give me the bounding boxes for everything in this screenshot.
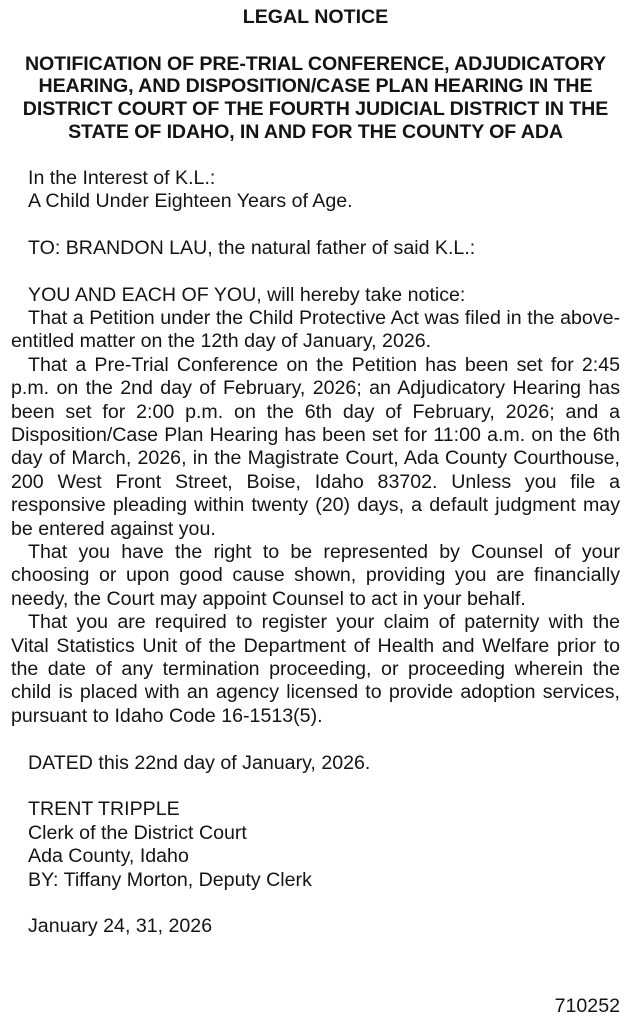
notice-label: LEGAL NOTICE	[242, 6, 389, 28]
notice-intro: YOU AND EACH OF YOU, will hereby take notice:	[28, 283, 466, 306]
signer-title: Clerk of the District Court	[28, 821, 247, 844]
counsel-paragraph: That you have the right to be represented by Counsel of your choosing or upon good cause shown, providing you are financially needy, the Court may appoint Counsel to act in your behalf.	[11, 541, 620, 610]
spacer	[11, 143, 620, 166]
signer-county: Ada County, Idaho	[28, 845, 189, 868]
deputy-clerk-line: BY: Tiffany Morton, Deputy Clerk	[28, 868, 312, 891]
spacer	[11, 775, 620, 798]
signer-name: TRENT TRIPPLE	[28, 798, 180, 821]
publication-dates: January 24, 31, 2026	[28, 915, 213, 938]
spacer	[11, 728, 620, 751]
petition-paragraph: That a Petition under the Child Protective Act was filed in the above-entitled matter on the 12th day of January, 2026.	[11, 306, 620, 353]
paternity-paragraph: That you are required to register your claim of paternity with the Vital Statistics Unit of the Department of Health and Welfare prior to the date of any termination proceeding, or proceeding wherein the child is placed with an agency licensed to provide adoption services, pursuant to Idaho Code 16-1513(5).	[11, 611, 620, 727]
spacer	[11, 213, 620, 236]
hearings-paragraph: That a Pre-Trial Conference on the Petition has been set for 2:45 p.m. on the 2nd day of February, 2026; an Adjudicatory Hearing has been set for 2:00 p.m. on the 6th day of February, 2026; and a Disposition/Case Plan Hearing has been set for 11:00 a.m. on the 6th day of March, 2026, in the Magistrate Court, Ada County Courthouse, 200 West Front Street, Boise, Idaho 83702. Unless you file a responsive pleading within twenty (20) days, a default judgment may be entered against you.	[11, 353, 620, 540]
reference-number: 710252	[554, 994, 620, 1017]
spacer	[11, 260, 620, 283]
case-caption-line-2: A Child Under Eighteen Years of Age.	[28, 189, 353, 212]
spacer	[11, 892, 620, 915]
notice-title: NOTIFICATION OF PRE-TRIAL CONFERENCE, ADJUDICATORY HEARING, AND DISPOSITION/CASE PLAN HEARING IN THE DISTRICT COURT OF THE FOURTH JUDICIAL DISTRICT IN THE STATE OF IDAHO, IN AND FOR THE COUNTY OF ADA	[22, 52, 609, 143]
addressee-line: TO: BRANDON LAU, the natural father of said K.L.:	[28, 236, 476, 259]
case-caption-line-1: In the Interest of K.L.:	[28, 166, 216, 189]
dated-line: DATED this 22nd day of January, 2026.	[28, 751, 371, 774]
